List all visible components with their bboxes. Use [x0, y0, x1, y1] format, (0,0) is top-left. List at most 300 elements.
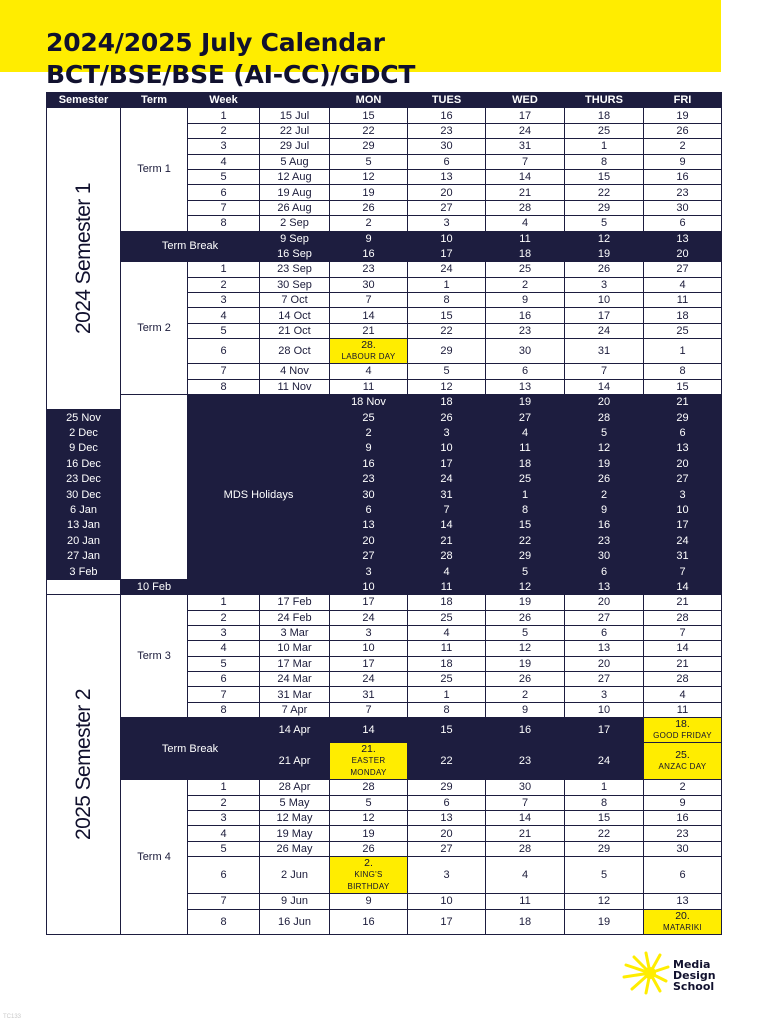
week-cell: 6	[188, 857, 260, 894]
fri-cell: 30	[644, 841, 722, 856]
date-cell: 20 Jan	[47, 533, 121, 548]
tue-cell: 3	[408, 216, 486, 231]
term-break-1-cell: Term Break	[121, 231, 260, 262]
thu-cell: 9	[565, 502, 644, 517]
holiday-name: MATARIKI	[663, 922, 702, 932]
header-thurs: THURS	[565, 93, 644, 108]
thu-cell: 15	[565, 169, 644, 184]
week-cell: 8	[188, 702, 260, 717]
thu-cell: 25	[565, 123, 644, 138]
mon-cell: 4	[330, 364, 408, 379]
wed-cell: 24	[486, 123, 565, 138]
thu-cell: 21	[644, 395, 722, 410]
mon-cell: 3	[330, 564, 408, 579]
wed-cell: 4	[486, 857, 565, 894]
mon-cell: 19	[330, 826, 408, 841]
date-cell: 23 Dec	[47, 471, 121, 486]
table-row	[47, 780, 722, 795]
wed-cell: 13	[486, 379, 565, 394]
date-cell: 12 May	[260, 811, 330, 826]
date-cell: 21 Oct	[260, 323, 330, 338]
thu-cell: 18	[565, 108, 644, 123]
tue-cell: 29	[408, 339, 486, 364]
thu-cell: 13	[565, 641, 644, 656]
tue-cell: 22	[408, 323, 486, 338]
thu-cell: 8	[565, 154, 644, 169]
mon-cell: 15	[330, 108, 408, 123]
week-cell: 3	[188, 139, 260, 154]
wed-cell: 7	[486, 154, 565, 169]
thu-cell: 12	[565, 894, 644, 909]
tue-cell: 4	[408, 564, 486, 579]
wed-cell: 26	[486, 672, 565, 687]
tue-cell: 8	[408, 702, 486, 717]
date-cell: 16 Dec	[47, 456, 121, 471]
date-cell: 11 Nov	[260, 379, 330, 394]
wed-cell: 6	[486, 364, 565, 379]
mon-cell: 16	[330, 909, 408, 934]
calendar-table	[46, 92, 722, 935]
tue-cell: 10	[408, 441, 486, 456]
date-cell: 2 Jun	[260, 857, 330, 894]
tue-cell: 4	[408, 625, 486, 640]
fri-cell: 14	[644, 641, 722, 656]
date-cell: 9 Dec	[47, 441, 121, 456]
week-cell: 1	[188, 262, 260, 277]
table-row	[47, 579, 722, 594]
fri-cell: 28	[644, 672, 722, 687]
thu-cell: 20	[565, 656, 644, 671]
tue-cell: 11	[408, 579, 486, 594]
wed-cell: 8	[486, 502, 565, 517]
tue-cell: 3	[408, 425, 486, 440]
tue-cell: 18	[408, 595, 486, 610]
week-cell: 7	[188, 894, 260, 909]
week-cell: 4	[188, 154, 260, 169]
tue-cell: 12	[408, 379, 486, 394]
tue-cell: 17	[408, 909, 486, 934]
week-cell: 3	[188, 293, 260, 308]
thu-cell: 31	[565, 339, 644, 364]
wed-cell: 30	[486, 339, 565, 364]
holiday-date: 28.	[361, 339, 376, 352]
holiday-name: BIRTHDAY	[347, 882, 390, 892]
wed-cell: 26	[486, 610, 565, 625]
fri-cell: 1	[644, 339, 722, 364]
table-row	[47, 595, 722, 610]
thu-cell: 26	[565, 471, 644, 486]
semester-2-cell	[47, 595, 121, 934]
mon-cell: 22	[330, 123, 408, 138]
wed-cell: 28	[486, 200, 565, 215]
mon-cell: 7	[330, 702, 408, 717]
fri-cell: 2	[644, 780, 722, 795]
thu-cell: 6	[565, 625, 644, 640]
semester-1-cell	[47, 108, 121, 410]
good-friday-cell	[644, 718, 722, 743]
mon-cell: 18	[408, 395, 486, 410]
wed-cell: 31	[486, 139, 565, 154]
thu-cell: 27	[565, 672, 644, 687]
wed-cell: 25	[486, 471, 565, 486]
thu-cell: 10	[565, 293, 644, 308]
fri-cell: 10	[644, 502, 722, 517]
wed-cell: 20	[565, 395, 644, 410]
tue-cell: 20	[408, 185, 486, 200]
mon-cell: 14	[330, 718, 408, 743]
thu-cell: 24	[565, 323, 644, 338]
wed-cell: 16	[486, 308, 565, 323]
thu-cell: 30	[565, 548, 644, 563]
page-subtitle: BCT/BSE/BSE (AI-CC)/GDCT	[46, 60, 416, 89]
thu-cell: 1	[565, 139, 644, 154]
date-cell: 27 Jan	[47, 548, 121, 563]
week-cell: 6	[188, 185, 260, 200]
date-cell: 16 Sep	[260, 246, 330, 261]
fri-cell: 9	[644, 795, 722, 810]
anzac-day-cell	[644, 743, 722, 780]
thu-cell: 17	[565, 308, 644, 323]
tue-cell: 3	[408, 857, 486, 894]
thu-cell: 29	[565, 200, 644, 215]
tue-cell: 13	[408, 169, 486, 184]
mon-cell: 17	[330, 595, 408, 610]
wed-cell: 30	[486, 780, 565, 795]
fri-cell: 17	[644, 518, 722, 533]
date-cell: 14 Oct	[260, 308, 330, 323]
mon-cell: 12	[330, 169, 408, 184]
mon-cell: 14	[330, 308, 408, 323]
tue-cell: 31	[408, 487, 486, 502]
fri-cell: 7	[644, 625, 722, 640]
week-cell: 4	[188, 641, 260, 656]
header-row	[47, 93, 722, 108]
wed-cell: 9	[486, 702, 565, 717]
week-cell: 3	[188, 625, 260, 640]
term-3-cell: Term 3	[121, 595, 188, 718]
tue-cell: 15	[408, 718, 486, 743]
week-cell: 1	[188, 108, 260, 123]
tue-cell: 6	[408, 795, 486, 810]
mon-cell: 5	[330, 154, 408, 169]
wed-cell: 4	[486, 216, 565, 231]
mon-cell: 17	[330, 656, 408, 671]
mon-cell: 7	[330, 293, 408, 308]
wed-cell: 21	[486, 826, 565, 841]
tue-cell: 10	[408, 231, 486, 246]
fri-cell: 13	[644, 894, 722, 909]
date-cell: 10 Mar	[260, 641, 330, 656]
thu-cell: 3	[565, 687, 644, 702]
logo-wordmark	[673, 959, 716, 992]
fri-cell: 8	[644, 364, 722, 379]
thu-cell: 15	[565, 811, 644, 826]
mon-cell: 16	[330, 456, 408, 471]
wed-cell: 19	[486, 656, 565, 671]
wed-cell: 25	[486, 262, 565, 277]
date-cell: 2 Sep	[260, 216, 330, 231]
fri-cell: 6	[644, 216, 722, 231]
tue-cell: 24	[408, 262, 486, 277]
week-cell: 4	[188, 826, 260, 841]
date-cell: 15 Jul	[260, 108, 330, 123]
mon-cell: 5	[330, 795, 408, 810]
header-wed: WED	[486, 93, 565, 108]
mon-cell: 26	[330, 841, 408, 856]
wed-cell: 29	[486, 548, 565, 563]
tue-cell: 21	[408, 533, 486, 548]
tue-cell: 17	[408, 456, 486, 471]
fri-cell: 2	[644, 139, 722, 154]
holiday-date: 21.	[361, 743, 376, 756]
date-cell: 29 Jul	[260, 139, 330, 154]
date-cell: 26 Aug	[260, 200, 330, 215]
wed-cell: 15	[486, 518, 565, 533]
week-cell: 7	[188, 364, 260, 379]
week-cell: 2	[188, 123, 260, 138]
week-cell: 3	[188, 811, 260, 826]
date-cell: 26 May	[260, 841, 330, 856]
tue-cell: 25	[408, 610, 486, 625]
table-row	[47, 718, 722, 743]
mon-cell: 23	[330, 262, 408, 277]
wed-cell: 11	[486, 441, 565, 456]
date-cell: 5 Aug	[260, 154, 330, 169]
date-cell: 3 Mar	[260, 625, 330, 640]
mon-cell: 24	[330, 610, 408, 625]
holiday-semester-blank	[121, 395, 188, 580]
mon-cell: 9	[330, 231, 408, 246]
fri-cell: 28	[644, 610, 722, 625]
tue-cell: 16	[408, 108, 486, 123]
mon-cell: 10	[330, 579, 408, 594]
thu-cell: 24	[565, 743, 644, 780]
tue-cell: 20	[408, 826, 486, 841]
wed-cell: 14	[486, 811, 565, 826]
date-cell: 23 Sep	[260, 262, 330, 277]
page-title: 2024/2025 July Calendar	[46, 28, 385, 57]
thu-cell: 22	[565, 826, 644, 841]
wed-cell: 11	[486, 231, 565, 246]
week-cell: 8	[188, 379, 260, 394]
fri-cell: 24	[644, 533, 722, 548]
date-cell: 28 Apr	[260, 780, 330, 795]
term-break-2-cell: Term Break	[121, 718, 260, 780]
fri-cell: 16	[644, 169, 722, 184]
mon-cell: 20	[330, 533, 408, 548]
tue-cell: 18	[408, 656, 486, 671]
fri-cell: 23	[644, 826, 722, 841]
date-cell: 25 Nov	[47, 410, 121, 425]
wed-cell: 23	[486, 323, 565, 338]
fri-cell: 4	[644, 277, 722, 292]
mon-cell: 2	[330, 425, 408, 440]
wed-cell: 12	[486, 641, 565, 656]
wed-cell: 27	[486, 410, 565, 425]
week-cell: 2	[188, 277, 260, 292]
fri-cell: 21	[644, 656, 722, 671]
tue-cell: 24	[408, 471, 486, 486]
date-cell: 21 Apr	[260, 743, 330, 780]
tue-cell: 27	[408, 841, 486, 856]
date-cell: 22 Jul	[260, 123, 330, 138]
mon-cell: 24	[330, 672, 408, 687]
wed-cell: 12	[486, 579, 565, 594]
week-cell: 8	[188, 216, 260, 231]
fri-cell: 31	[644, 548, 722, 563]
holiday-name: KING'S	[354, 870, 383, 880]
mon-cell: 25	[330, 410, 408, 425]
wed-cell: 16	[486, 718, 565, 743]
thu-cell: 26	[565, 262, 644, 277]
fri-cell: 25	[644, 323, 722, 338]
date-cell: 12 Aug	[260, 169, 330, 184]
thu-cell: 5	[565, 216, 644, 231]
tue-cell: 17	[408, 246, 486, 261]
term-2-cell: Term 2	[121, 262, 188, 395]
matariki-cell	[644, 909, 722, 934]
logo-line-3: School	[673, 980, 715, 993]
thu-cell: 6	[565, 564, 644, 579]
mon-cell: 21	[330, 323, 408, 338]
mon-cell: 16	[330, 246, 408, 261]
header-fri: FRI	[644, 93, 722, 108]
week-cell: 6	[188, 339, 260, 364]
wed-cell: 2	[486, 687, 565, 702]
fri-cell: 26	[644, 123, 722, 138]
holiday-name: ANZAC DAY	[658, 762, 707, 772]
week-cell: 5	[188, 169, 260, 184]
term-1-cell: Term 1	[121, 108, 188, 231]
mon-cell: 23	[330, 471, 408, 486]
wed-cell: 4	[486, 425, 565, 440]
date-cell: 19 May	[260, 826, 330, 841]
date-cell: 9 Sep	[260, 231, 330, 246]
wed-cell: 19	[486, 595, 565, 610]
wed-cell: 23	[486, 743, 565, 780]
date-cell: 6 Jan	[47, 502, 121, 517]
thu-cell: 10	[565, 702, 644, 717]
fri-cell: 11	[644, 702, 722, 717]
wed-cell: 14	[486, 169, 565, 184]
date-cell: 10 Feb	[121, 579, 188, 594]
fri-cell: 27	[644, 262, 722, 277]
wed-cell: 18	[486, 909, 565, 934]
fri-cell: 16	[644, 811, 722, 826]
mon-cell: 31	[330, 687, 408, 702]
holiday-date: 2.	[364, 857, 373, 870]
week-cell: 6	[188, 672, 260, 687]
thu-cell: 12	[565, 441, 644, 456]
fri-cell: 20	[644, 246, 722, 261]
holiday-date: 20.	[675, 909, 690, 922]
thu-cell: 5	[565, 425, 644, 440]
mon-cell: 30	[330, 277, 408, 292]
date-cell: 19 Aug	[260, 185, 330, 200]
thu-cell: 22	[565, 185, 644, 200]
wed-cell: 28	[486, 841, 565, 856]
holiday-date: 18.	[675, 718, 690, 731]
thu-cell: 16	[565, 518, 644, 533]
table-row	[47, 231, 722, 246]
wed-cell: 5	[486, 564, 565, 579]
tue-cell: 10	[408, 894, 486, 909]
wed-cell: 7	[486, 795, 565, 810]
tue-cell: 26	[408, 410, 486, 425]
week-cell: 5	[188, 323, 260, 338]
tue-cell: 25	[408, 672, 486, 687]
week-cell: 2	[188, 610, 260, 625]
mds-holidays-cell: MDS Holidays	[188, 395, 330, 595]
tue-cell: 23	[408, 123, 486, 138]
mon-cell: 2	[330, 216, 408, 231]
date-cell: 14 Apr	[260, 718, 330, 743]
date-cell: 17 Feb	[260, 595, 330, 610]
holiday-name: MONDAY	[350, 768, 387, 778]
fri-cell: 14	[644, 579, 722, 594]
thu-cell: 27	[565, 610, 644, 625]
easter-monday-cell	[330, 743, 408, 780]
wed-cell: 22	[486, 533, 565, 548]
thu-cell: 7	[565, 364, 644, 379]
fri-cell: 15	[644, 379, 722, 394]
date-cell: 16 Jun	[260, 909, 330, 934]
tue-cell: 30	[408, 139, 486, 154]
wed-cell: 5	[486, 625, 565, 640]
thu-cell: 1	[565, 780, 644, 795]
fri-cell: 20	[644, 456, 722, 471]
tue-cell: 15	[408, 308, 486, 323]
tue-cell: 11	[408, 641, 486, 656]
mon-cell: 30	[330, 487, 408, 502]
mon-cell: 29	[330, 139, 408, 154]
table-row	[47, 108, 722, 123]
date-cell: 2 Dec	[47, 425, 121, 440]
week-cell: 7	[188, 200, 260, 215]
fri-cell: 18	[644, 308, 722, 323]
logo-line-1: Media	[673, 958, 711, 971]
header-mon: MON	[330, 93, 408, 108]
week-cell: 7	[188, 687, 260, 702]
header-date	[260, 93, 330, 108]
week-cell: 1	[188, 595, 260, 610]
holiday-name: GOOD FRIDAY	[653, 731, 712, 741]
header-week: Week	[188, 93, 260, 108]
semester-1-label: 2024 Semester 1	[71, 183, 95, 335]
holiday-semester-blank-2	[47, 579, 121, 594]
logo-line-2: Design	[673, 969, 716, 982]
week-cell: 2	[188, 795, 260, 810]
mon-cell: 13	[330, 518, 408, 533]
fri-cell: 21	[644, 595, 722, 610]
holiday-name: LABOUR DAY	[341, 352, 396, 362]
tue-cell: 28	[408, 548, 486, 563]
tue-cell: 27	[408, 200, 486, 215]
fri-cell: 30	[644, 200, 722, 215]
thu-cell: 19	[565, 909, 644, 934]
labour-day-cell	[330, 339, 408, 364]
wed-cell: 9	[486, 293, 565, 308]
date-cell: 30 Dec	[47, 487, 121, 502]
header-term: Term	[121, 93, 188, 108]
tue-cell: 19	[486, 395, 565, 410]
fri-cell: 23	[644, 185, 722, 200]
mon-cell: 6	[330, 502, 408, 517]
fri-cell: 13	[644, 441, 722, 456]
date-cell: 28 Oct	[260, 339, 330, 364]
date-cell: 5 May	[260, 795, 330, 810]
table-row	[47, 395, 722, 410]
